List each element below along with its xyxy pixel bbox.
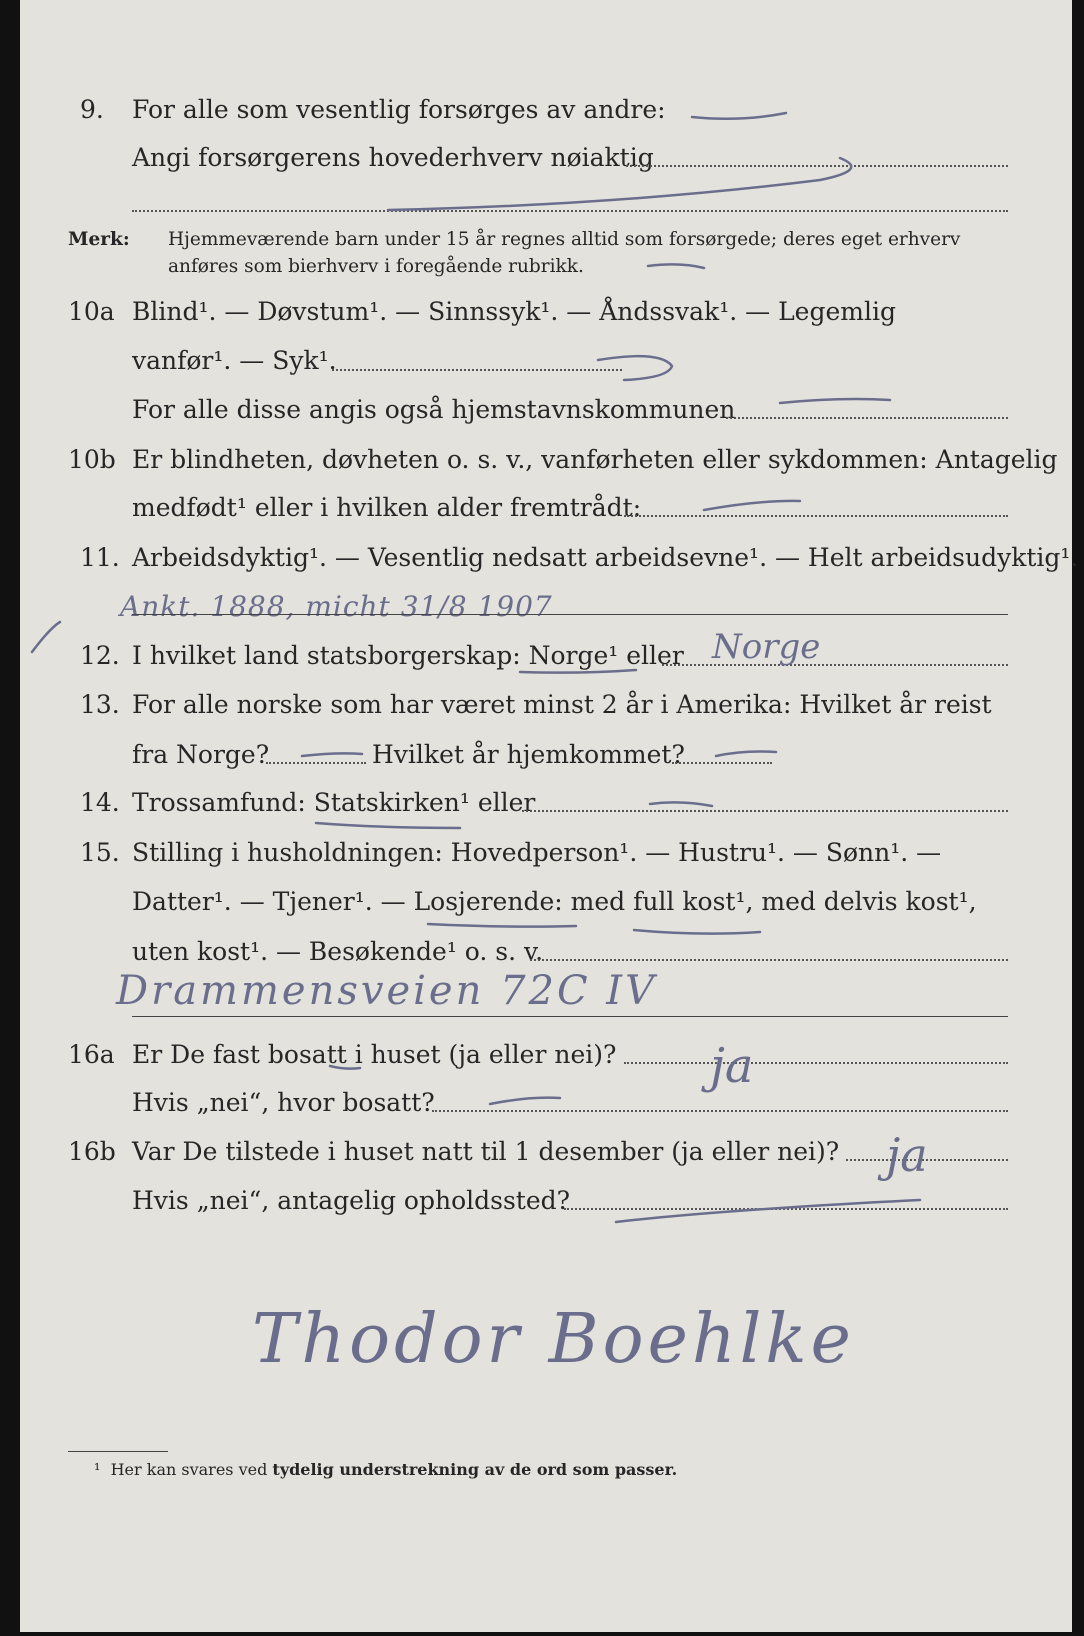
merk-dash-mark (648, 264, 704, 268)
q10a-dash-mark (598, 356, 672, 380)
q10a-number: 10a (68, 297, 115, 326)
q10a-text: Blind¹. — Døvstum¹. — Sinnssyk¹. — Åndssvak¹. — Legemlig (132, 297, 896, 326)
q10a-home-dash (780, 399, 890, 403)
q10a-text-2: vanfør¹. — Syk¹. (132, 346, 337, 375)
q13-dash-left (302, 753, 362, 756)
q10b-text: Er blindheten, døvheten o. s. v., vanførheten eller sykdommen: Antagelig (132, 445, 1058, 474)
q15-text-3: uten kost¹. — Besøkende¹ o. s. v. (132, 937, 544, 966)
margin-tick-mark (32, 622, 60, 652)
q15-text: Stilling i husholdningen: Hovedperson¹. — Hustru¹. — Sønn¹. — (132, 838, 942, 867)
q16b-dash-mark (616, 1200, 920, 1222)
merk-text: Hjemmeværende barn under 15 år regnes alltid som forsørgede; deres eget erhverv (168, 229, 961, 250)
q16a-number: 16a (68, 1040, 115, 1069)
q9-text: For alle som vesentlig forsørges av andre: (132, 95, 666, 124)
q16b-number: 16b (68, 1137, 116, 1166)
q13-text-2a: fra Norge? (132, 740, 270, 769)
q16a-underline-bosatt (330, 1066, 360, 1069)
footnote-text-bold: tydelig understrekning av de ord som passer. (272, 1460, 678, 1479)
merk-label: Merk: (68, 229, 130, 250)
q11-answer: Ankt. 1888, micht 31/8 1907 (120, 590, 553, 623)
q11-text: Arbeidsdyktig¹. — Vesentlig nedsatt arbeidsevne¹. — Helt arbeidsudyktig¹. (132, 543, 1079, 572)
q12-underline-norge (520, 670, 636, 673)
footnote-text: Her kan svares ved (110, 1460, 268, 1479)
q14-underline-statskirken (316, 823, 460, 828)
q15-number: 15. (80, 838, 120, 867)
q16b-text: Var De tilstede i huset natt til 1 desember (ja eller nei)? (132, 1137, 840, 1166)
q16a-answer: ja (710, 1038, 754, 1094)
q13-number: 13. (80, 690, 120, 719)
q10b-dash-mark (704, 501, 800, 510)
q9-dash-mark (692, 113, 786, 119)
q13-dash-right (716, 752, 776, 757)
q12-number: 12. (80, 641, 120, 670)
q10b-text-2: medfødt¹ eller i hvilken alder fremtrådt: (132, 493, 642, 522)
pencil-marks (20, 0, 1072, 1632)
q9-curve-mark (388, 158, 851, 210)
q12-text: I hvilket land statsborgerskap: Norge¹ eller (132, 641, 684, 670)
q14-number: 14. (80, 788, 120, 817)
q13-text-2b: Hvilket år hjemkommet? (372, 740, 685, 769)
q15-underline-losjerende (428, 924, 576, 927)
footnote-mark: ¹ (94, 1460, 101, 1479)
q14-text: Trossamfund: Statskirken¹ eller (132, 788, 536, 817)
q13-text: For alle norske som har været minst 2 år i Amerika: Hvilket år reist (132, 690, 992, 719)
q11-number: 11. (80, 543, 120, 572)
merk-text-2: anføres som bierhverv i foregående rubrikk. (168, 256, 584, 277)
q9-number: 9. (80, 95, 104, 124)
census-form-page (20, 0, 1079, 1632)
q15-underline-fullkost (634, 930, 760, 934)
q15-text-2: Datter¹. — Tjener¹. — Losjerende: med full kost¹, med delvis kost¹, (132, 887, 977, 916)
q16a-text-2: Hvis „nei“, hvor bosatt? (132, 1088, 435, 1117)
q16a-text: Er De fast bosatt i huset (ja eller nei)? (132, 1040, 617, 1069)
q10b-number: 10b (68, 445, 116, 474)
q16b-text-2: Hvis „nei“, antagelig opholdssted? (132, 1186, 571, 1215)
q15-answer: Drammensveien 72C IV (116, 968, 657, 1014)
q10a-text-3: For alle disse angis også hjemstavnskommunen (132, 395, 736, 424)
q12-answer: Norge (712, 627, 821, 667)
q16a-dash-mark (490, 1098, 560, 1104)
signature: Thodor Boehlke (252, 1300, 855, 1379)
q14-dash-mark (650, 802, 712, 806)
q16b-answer: ja (886, 1128, 928, 1182)
q9-text-2: Angi forsørgerens hovederhverv nøiaktig (132, 143, 654, 172)
